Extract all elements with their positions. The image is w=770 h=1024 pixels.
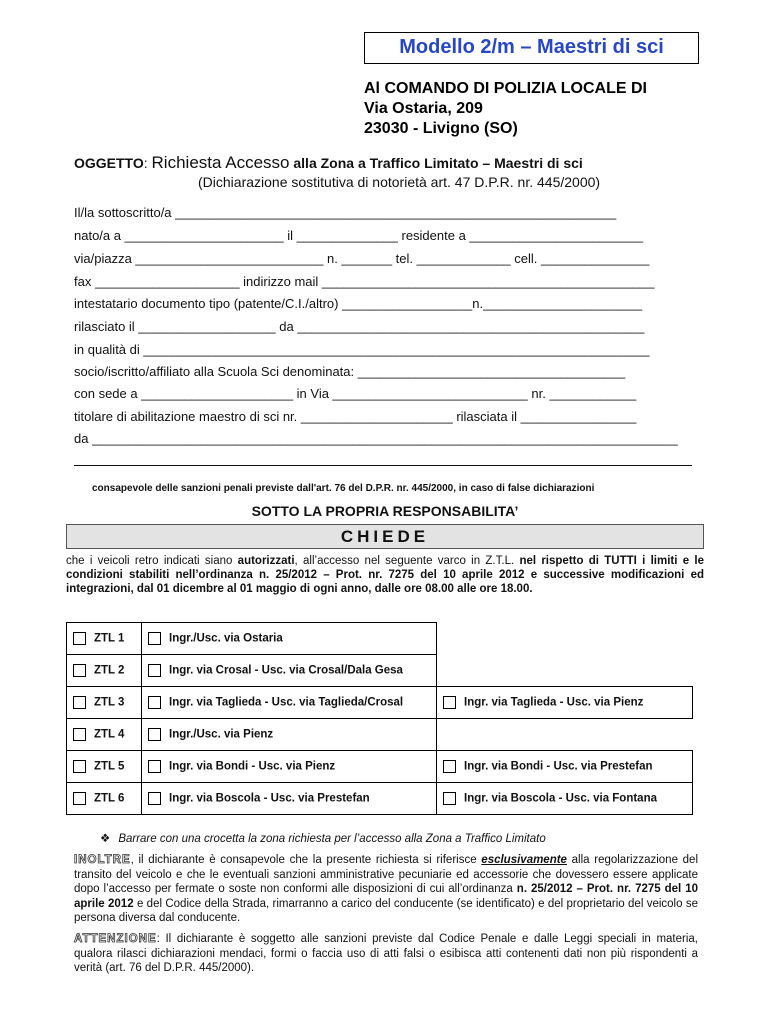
ztl-option-label: Ingr. via Bondi - Usc. via Pienz xyxy=(169,760,336,773)
ztl-option-cell[interactable] xyxy=(142,719,437,751)
inoltre-text-b: esclusivamente xyxy=(481,854,567,866)
ztl-option-cell[interactable] xyxy=(437,783,693,815)
ztl-option-cell[interactable] xyxy=(142,687,437,719)
ztl-row xyxy=(67,623,693,655)
ztl-option-cell[interactable] xyxy=(142,751,437,783)
inoltre-label: INOLTRE xyxy=(74,854,131,866)
checkbox[interactable] xyxy=(148,696,161,709)
ztl-row xyxy=(67,655,693,687)
subject-separator: : xyxy=(143,155,152,171)
barrare-text: Barrare con una crocetta la zona richiesta per l’accesso alla Zona a Traffico Limitato xyxy=(118,833,546,845)
ztl-zone-label: ZTL 6 xyxy=(94,792,125,805)
field-abilitazione[interactable]: titolare di abilitazione maestro di sci nr. _____________________ rilasciata il ________________ xyxy=(74,409,637,424)
ztl-option-cell[interactable] xyxy=(437,687,693,719)
recipient-line-2: Via Ostaria, 209 xyxy=(364,100,483,117)
field-nato[interactable]: nato/a a ______________________ il ______________ residente a ________________________ xyxy=(74,228,643,243)
ztl-option-cell[interactable] xyxy=(142,783,437,815)
ztl-row xyxy=(67,687,693,719)
chiede-paragraph xyxy=(66,554,704,596)
inoltre-text-c: alla regolarizzazione del transito del veicolo e che le eventuali sanzioni amministrative pecuniarie ed accessorie che dovessero essere applicate dopo l’accesso per fermate o soste non conformi alle disposizioni di cui all’ordinanza xyxy=(74,854,699,895)
field-fax[interactable]: fax ____________________ indirizzo mail ______________________________________________ xyxy=(74,274,655,289)
empty-cell xyxy=(437,623,693,655)
blank-line[interactable] xyxy=(74,465,692,466)
ztl-zone-label: ZTL 4 xyxy=(94,728,125,741)
checkbox[interactable] xyxy=(73,728,86,741)
checkbox[interactable] xyxy=(73,760,86,773)
checkbox[interactable] xyxy=(443,760,456,773)
empty-cell xyxy=(437,655,693,687)
subject-line xyxy=(74,153,583,173)
ztl-zone-cell[interactable] xyxy=(67,687,142,719)
inoltre-text-d: n. 25/2012 – Prot. nr. 7275 del 10 aprile 2012 xyxy=(74,883,698,910)
ztl-option-label: Ingr. via Taglieda - Usc. via Pienz xyxy=(464,696,644,709)
ztl-option-label: Ingr. via Boscola - Usc. via Fontana xyxy=(464,792,658,805)
ztl-option-label: Ingr. via Boscola - Usc. via Prestefan xyxy=(169,792,370,805)
ztl-option-label: Ingr. via Bondi - Usc. via Prestefan xyxy=(464,760,653,773)
sotto-responsabilita-heading: SOTTO LA PROPRIA RESPONSABILITA’ xyxy=(251,503,519,519)
ztl-option-label: Ingr. via Crosal - Usc. via Crosal/Dala Gesa xyxy=(169,664,403,677)
ztl-option-cell[interactable] xyxy=(437,751,693,783)
checkbox[interactable] xyxy=(73,632,86,645)
field-da[interactable]: da _________________________________________________________________________________ xyxy=(74,431,678,446)
ztl-row xyxy=(67,751,693,783)
checkbox[interactable] xyxy=(148,760,161,773)
field-sede[interactable]: con sede a _____________________ in Via ___________________________ nr. ____________ xyxy=(74,386,637,401)
ztl-zone-cell[interactable] xyxy=(67,623,142,655)
checkbox[interactable] xyxy=(443,696,456,709)
barrare-note xyxy=(100,831,546,845)
field-via[interactable]: via/piazza __________________________ n. _______ tel. _____________ cell. _______________ xyxy=(74,251,650,266)
checkbox[interactable] xyxy=(73,792,86,805)
modello-title: Modello 2/m – Maestri di sci xyxy=(364,32,699,64)
ztl-row xyxy=(67,783,693,815)
chiede-text-bold2: nel rispetto di TUTTI i limiti e le condizioni stabiliti nell’ordinanza n. 25/2012 – Prot. nr. 7275 del 10 aprile 2012 e successive modificazioni ed integrazioni, dal 01 dicembre al 01 maggio di ogni anno, dalle ore 08.00 alle ore 18.00. xyxy=(66,555,704,595)
attenzione-paragraph xyxy=(74,932,698,976)
chiede-text-part1: che i veicoli retro indicati siano xyxy=(66,555,238,567)
consapevole-statement: consapevole delle sanzioni penali previste dall'art. 76 del D.P.R. nr. 445/2000, in caso di false dichiarazioni xyxy=(92,483,595,494)
subject-label: OGGETTO xyxy=(74,155,144,171)
subject-declaration: (Dichiarazione sostitutiva di notorietà art. 47 D.P.R. nr. 445/2000) xyxy=(198,174,601,190)
ztl-option-cell[interactable] xyxy=(142,655,437,687)
ztl-option-cell[interactable] xyxy=(142,623,437,655)
ztl-zone-cell[interactable] xyxy=(67,655,142,687)
subject-rest: alla Zona a Traffico Limitato – Maestri di sci xyxy=(289,155,583,171)
checkbox[interactable] xyxy=(148,632,161,645)
checkbox[interactable] xyxy=(148,664,161,677)
chiede-text-part2: , all’accesso nel seguente varco in Z.T.L. xyxy=(294,555,520,567)
checkbox[interactable] xyxy=(148,728,161,741)
ztl-zone-label: ZTL 5 xyxy=(94,760,125,773)
ztl-row xyxy=(67,719,693,751)
attenzione-text: : Il dichiarante è soggetto alle sanzioni previste dal Codice Penale e dalle Leggi speciali in materia, qualora rilasci dichiarazioni mendaci, formi o faccia uso di atti falsi o esibisca atti contenenti dati non più rispondenti a verità (art. 76 del D.P.R. 445/2000). xyxy=(74,933,698,974)
diamond-bullet-icon: ❖ xyxy=(100,833,111,845)
inoltre-text-a: , il dichiarante è consapevole che la presente richiesta si riferisce xyxy=(130,854,482,866)
ztl-zone-cell[interactable] xyxy=(67,783,142,815)
field-scuola-sci[interactable]: socio/iscritto/affiliato alla Scuola Sci denominata: _____________________________________ xyxy=(74,364,626,379)
chiede-heading: CHIEDE xyxy=(66,524,704,549)
recipient-line-1: Al COMANDO DI POLIZIA LOCALE DI xyxy=(364,80,647,97)
checkbox[interactable] xyxy=(443,792,456,805)
field-rilasciato[interactable]: rilasciato il ___________________ da ________________________________________________ xyxy=(74,319,645,334)
inoltre-text-e: e del Codice della Strada, rimarranno a carico del conducente (se identificato) e del proprietario del veicolo se persona diversa dal conducente. xyxy=(74,897,698,924)
checkbox[interactable] xyxy=(148,792,161,805)
subject-main: Richiesta Accesso xyxy=(151,153,290,172)
ztl-zone-cell[interactable] xyxy=(67,751,142,783)
ztl-zone-cell[interactable] xyxy=(67,719,142,751)
field-documento[interactable]: intestatario documento tipo (patente/C.I./altro) __________________n.______________________ xyxy=(74,296,643,311)
ztl-zone-label: ZTL 1 xyxy=(94,632,125,645)
chiede-text-bold1: autorizzati xyxy=(237,555,295,567)
field-sottoscritto[interactable]: Il/la sottoscritto/a _____________________________________________________________ xyxy=(74,205,617,220)
ztl-option-label: Ingr. via Taglieda - Usc. via Taglieda/Crosal xyxy=(169,696,404,709)
ztl-option-label: Ingr./Usc. via Ostaria xyxy=(169,632,283,645)
ztl-zone-label: ZTL 3 xyxy=(94,696,125,709)
ztl-option-label: Ingr./Usc. via Pienz xyxy=(169,728,274,741)
empty-cell xyxy=(437,719,693,751)
ztl-zone-label: ZTL 2 xyxy=(94,664,125,677)
checkbox[interactable] xyxy=(73,664,86,677)
ztl-table xyxy=(66,622,693,815)
inoltre-paragraph xyxy=(74,853,698,926)
recipient-line-3: 23030 - Livigno (SO) xyxy=(364,120,518,137)
checkbox[interactable] xyxy=(73,696,86,709)
field-qualita[interactable]: in qualità di ______________________________________________________________________ xyxy=(74,342,650,357)
attenzione-label: ATTENZIONE xyxy=(74,933,157,945)
